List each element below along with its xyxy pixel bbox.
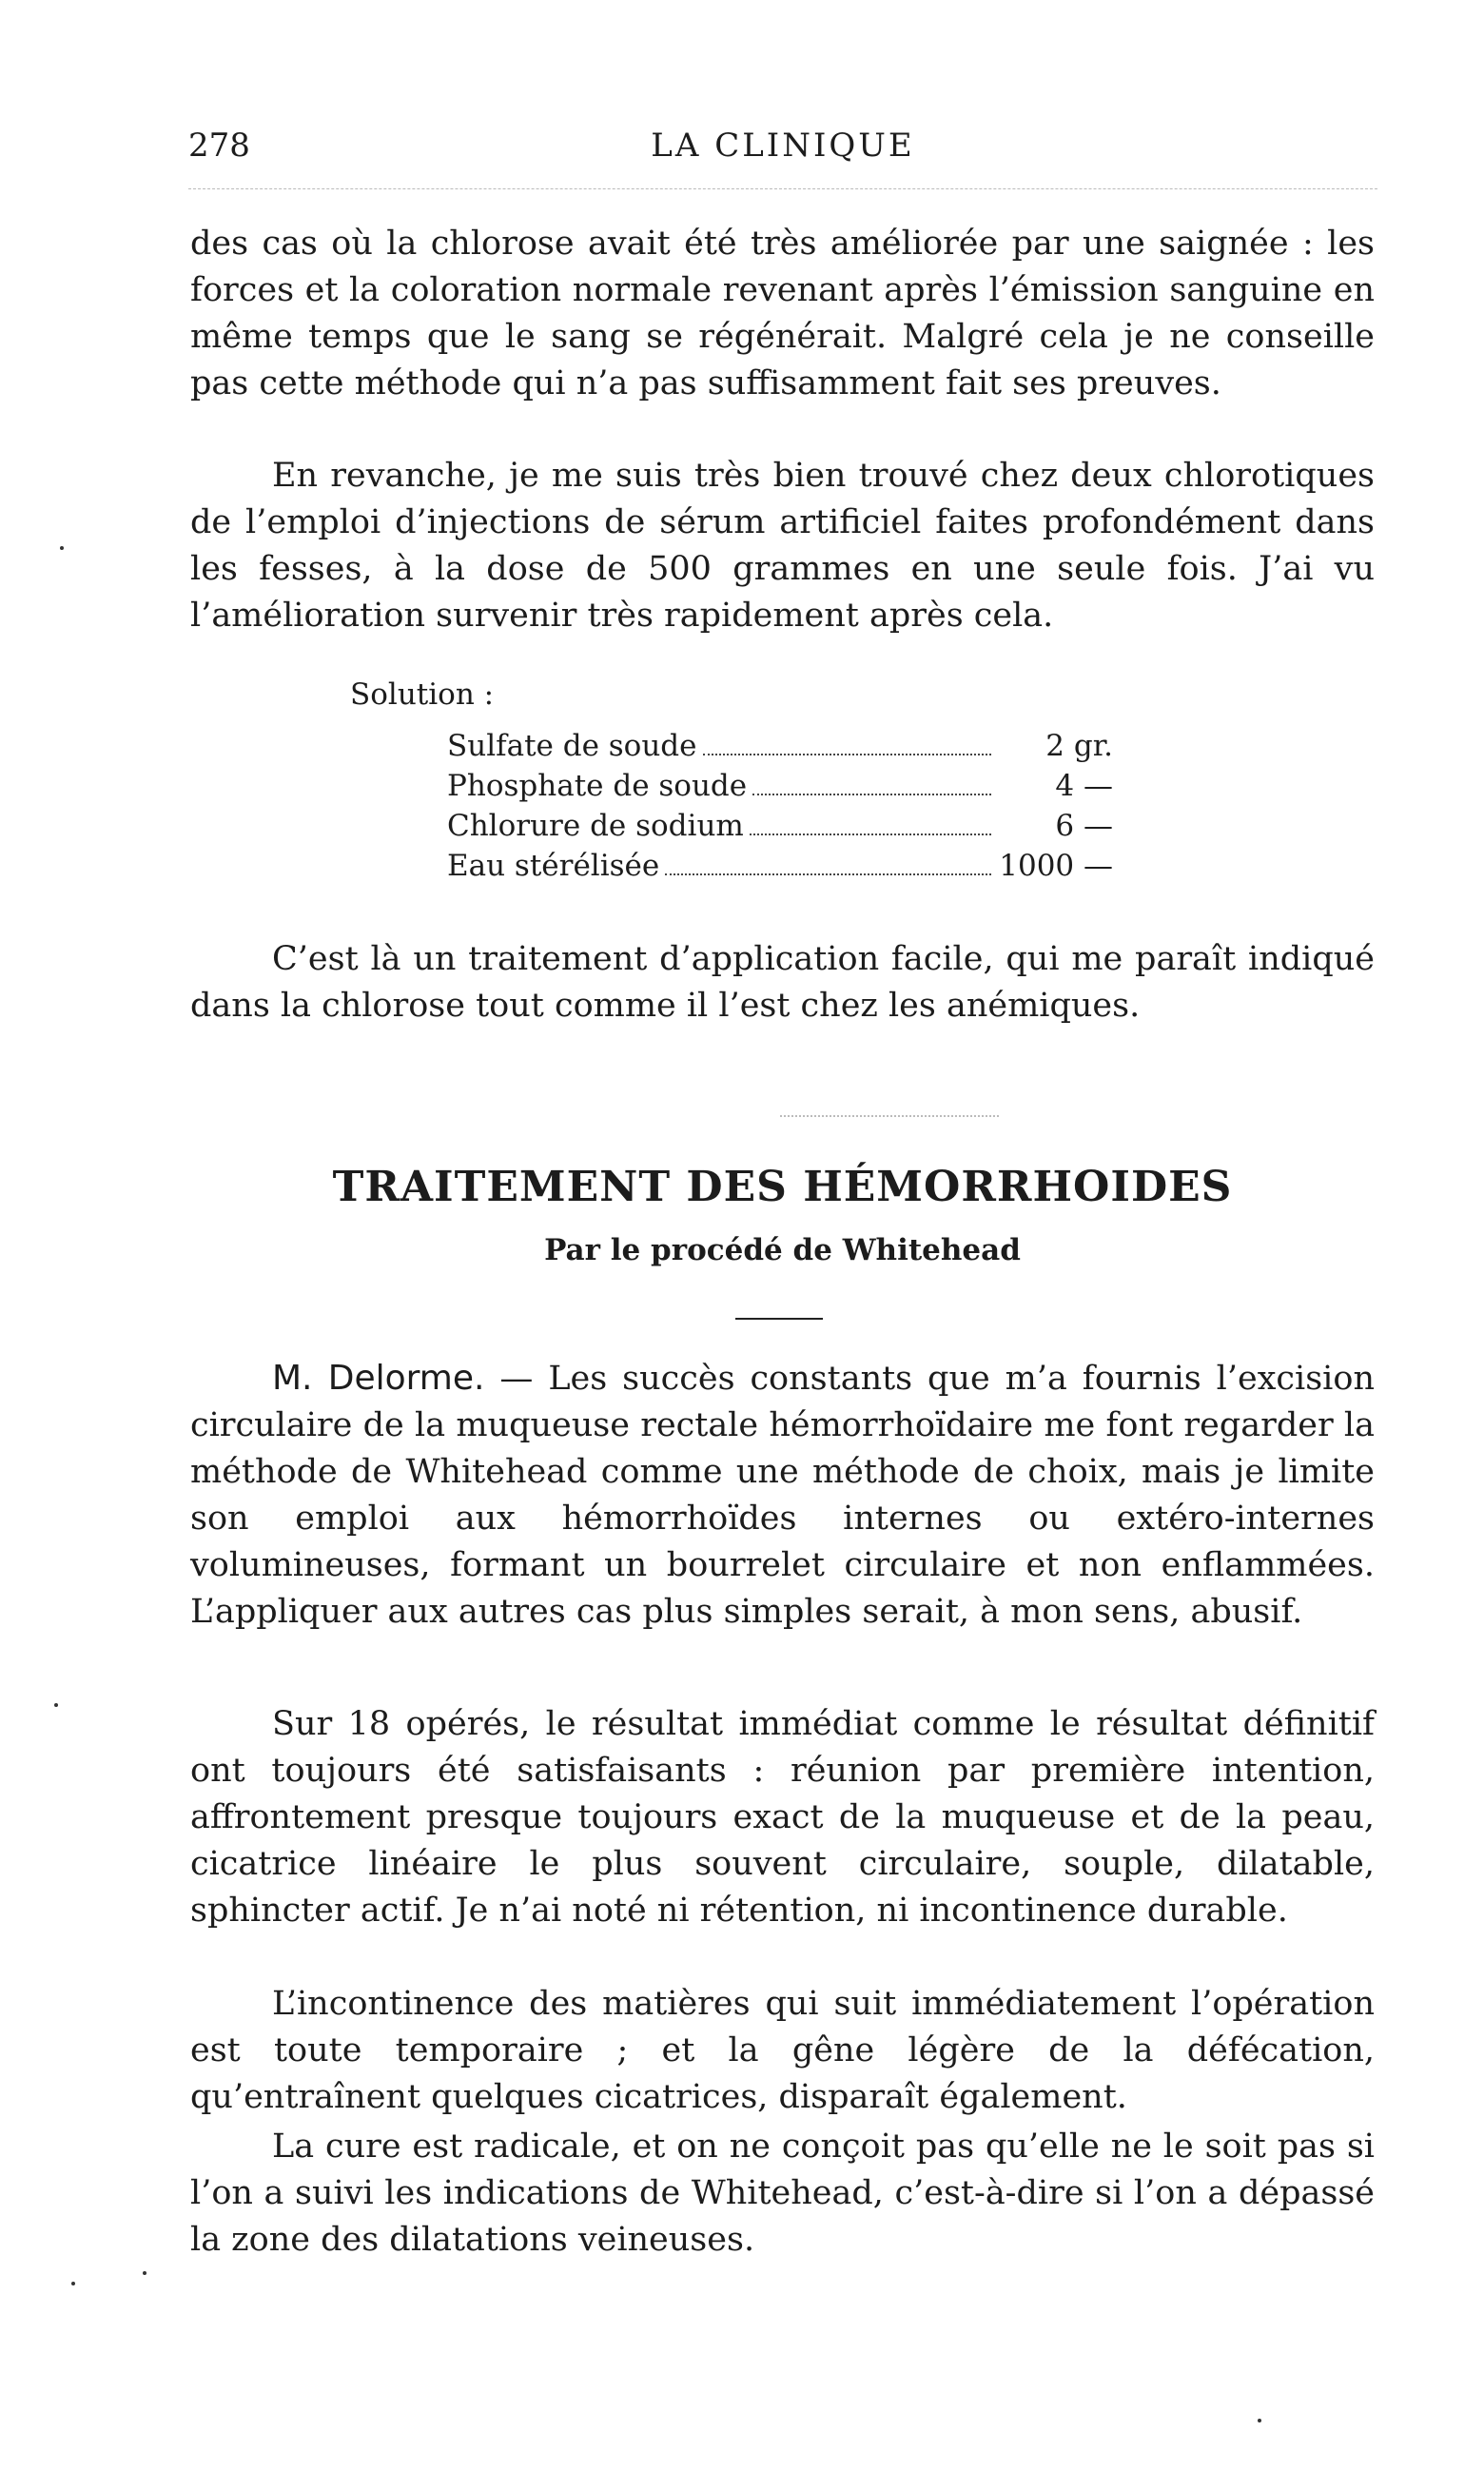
formula-row: [447, 769, 1113, 809]
ingredient-quantity: 6 —: [1055, 809, 1113, 843]
speaker-name: M. Delorme.: [272, 1359, 485, 1398]
scan-speck: [71, 2282, 75, 2285]
formula-row: [447, 729, 1113, 769]
article-title: TRAITEMENT DES HÉMORRHOIDES: [332, 1163, 1233, 1211]
header-rule: [188, 188, 1377, 189]
paragraph-incontinence: L’incontinence des matières qui suit immédiatement l’opération est toute temporaire ; et la gêne légère de la défécation, qu’entraînent quelques cicatrices, disparaît également.: [190, 1985, 1375, 2116]
scan-speck: [143, 2271, 146, 2275]
ingredient-name: Sulfate de soude: [447, 729, 697, 763]
title-rule: [735, 1318, 823, 1320]
leader-dots: [750, 833, 991, 835]
running-title: LA CLINIQUE: [651, 127, 915, 165]
leader-dots: [703, 754, 991, 755]
solution-label: Solution :: [350, 677, 495, 712]
ingredient-name: Phosphate de soude: [447, 769, 748, 803]
leader-dots: [752, 794, 991, 795]
ingredient-name: Chlorure de sodium: [447, 809, 744, 843]
leader-dots: [665, 873, 991, 875]
paragraph-conclusion: C’est là un traitement d’application facile, qui me paraît indiqué dans la chlorose tout comme il l’est chez les anémiques.: [190, 940, 1375, 1025]
ingredient-name: Eau stérélisée: [447, 849, 660, 883]
ingredient-quantity: 4 —: [1055, 769, 1113, 803]
page-number: 278: [188, 127, 250, 165]
paragraph-cure: La cure est radicale, et on ne conçoit pas qu’elle ne le soit pas si l’on a suivi les indications de Whitehead, c’est-à-dire si l’on a dépassé la zone des dilatations veineuses.: [190, 2128, 1375, 2259]
scan-speck: [60, 546, 64, 550]
page-header: [188, 127, 1377, 174]
paragraph-serum-injections: En revanche, je me suis très bien trouvé chez deux chlorotiques de l’emploi d’injections de sérum artificiel faites profondément dans les fesses, à la dose de 500 grammes en une seule fois. J’ai vu l’amélioration survenir très rapidement après cela.: [190, 457, 1375, 635]
article-subtitle: Par le procédé de Whitehead: [544, 1233, 1021, 1267]
scan-speck: [1258, 2419, 1261, 2422]
paragraph-continued: des cas où la chlorose avait été très améliorée par une saignée : les forces et la coloration normale revenant après l’émission sanguine en même temps que le sang se régénérait. Malgré cela je ne conseille pas cette méthode qui n’a pas suffisamment fait ses preuves.: [190, 225, 1375, 402]
ingredient-quantity: 1000 —: [999, 849, 1113, 883]
paragraph-text: — Les succès constants que m’a fournis l’excision circulaire de la muqueuse rectale hémorrhoïdaire me font regarder la méthode de Whitehead comme une méthode de choix, mais je limite son emploi aux hémorrhoïdes internes ou extéro-internes volumineuses, formant un bourrelet circulaire et non enflammées. L’appliquer aux autres cas plus simples serait, à mon sens, abusif.: [190, 1360, 1375, 1631]
paragraph-results: Sur 18 opérés, le résultat immédiat comme le résultat définitif ont toujours été satisfaisants : réunion par première intention, affrontement presque toujours exact de la muqueuse et de la peau, cicatrice linéaire le plus souvent circulaire, souple, dilatable, sphincter actif. Je n’ai noté ni rétention, ni incontinence durable.: [190, 1705, 1375, 1930]
ingredient-quantity: 2 gr.: [1045, 729, 1113, 763]
solution-formula: [447, 729, 1113, 889]
formula-row: [447, 809, 1113, 849]
section-separator: [780, 1115, 999, 1117]
scan-speck: [54, 1703, 58, 1707]
paragraph-delorme: [190, 1355, 1375, 1636]
formula-row: [447, 849, 1113, 889]
